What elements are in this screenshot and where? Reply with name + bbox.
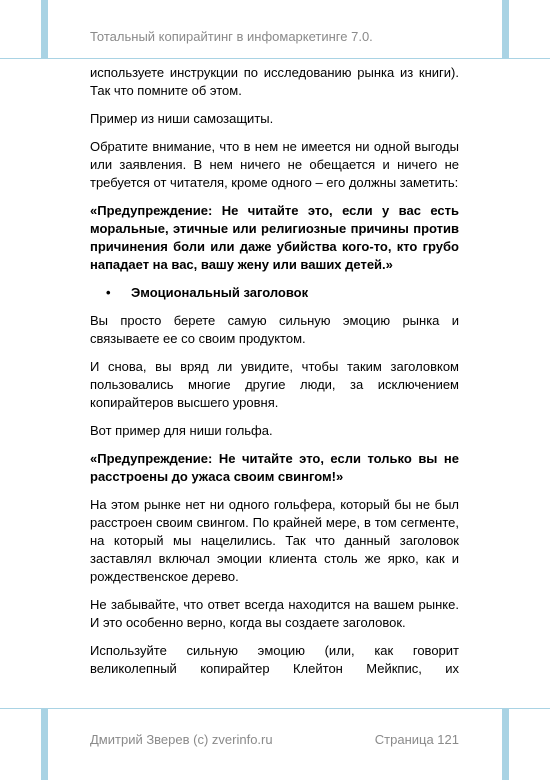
paragraph: И снова, вы вряд ли увидите, чтобы таким заголовком пользовались многие другие люди, за исключением копирайтеров высшего уровня. bbox=[90, 359, 459, 410]
bullet-label: Эмоциональный заголовок bbox=[131, 285, 309, 300]
footer-author: Дмитрий Зверев (c) zverinfo.ru bbox=[90, 732, 273, 747]
paragraph: Пример из ниши самозащиты. bbox=[90, 111, 274, 126]
footer-page-number: Страница 121 bbox=[374, 732, 459, 747]
quote-paragraph: «Предупреждение: Не читайте это, если только вы не расстроены до ужаса своим свингом!» bbox=[90, 451, 459, 484]
page-body bbox=[90, 64, 459, 678]
bullet-icon: • bbox=[106, 285, 111, 300]
paragraph: Не забывайте, что ответ всегда находится на вашем рынке. И это особенно верно, когда вы создаете заголовок. bbox=[90, 597, 459, 630]
paragraph: На этом рынке нет ни одного гольфера, который бы не был расстроен своим свингом. По крайней мере, в том сегменте, на который мы нацелились. Так что данный заголовок заставлял включал эмоции клиента столь же ярко, как и рождественское дерево. bbox=[90, 497, 459, 584]
paragraph: Вот пример для ниши гольфа. bbox=[90, 423, 273, 438]
header-rule bbox=[0, 58, 550, 59]
paragraph: используете инструкции по исследованию рынка из книги). Так что помните об этом. bbox=[90, 65, 459, 98]
header-title: Тотальный копирайтинг в инфомаркетинге 7.0. bbox=[90, 29, 373, 44]
footer-rule bbox=[0, 708, 550, 709]
left-top-border bbox=[41, 0, 48, 58]
paragraph: Обратите внимание, что в нем не имеется ни одной выгоды или заявления. В нем ничего не обещается и ничего не требуется от читателя, кроме одного – его должны заметить: bbox=[90, 139, 459, 190]
quote-paragraph: «Предупреждение: Не читайте это, если у вас есть моральные, этичные или религиозные причины против причинения боли или даже убийства кого-то, кто грубо нападает на вас, вашу жену или ваших детей.» bbox=[90, 203, 459, 272]
bullet-item bbox=[90, 284, 459, 302]
paragraph: Вы просто берете самую сильную эмоцию рынка и связываете ее со своим продуктом. bbox=[90, 313, 459, 346]
paragraph: Используйте сильную эмоцию (или, как говорит великолепный копирайтер Клейтон Мейкпис, их bbox=[90, 643, 459, 676]
left-bottom-border bbox=[41, 708, 48, 780]
right-top-border bbox=[502, 0, 509, 58]
right-bottom-border bbox=[502, 708, 509, 780]
